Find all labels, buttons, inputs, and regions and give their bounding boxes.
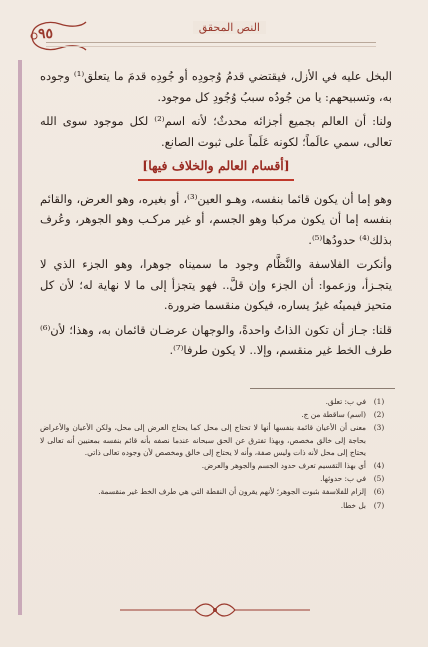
footnote-text: إلزام للفلاسفة بثبوت الجوهر؛ لأنهم يقرون أن النقطة التي هي طرف الخط غير منقسمة. (98, 487, 366, 497)
footnote (40, 486, 392, 498)
footnote-number: (7) (373, 500, 385, 510)
footnote (40, 422, 392, 459)
footnote (40, 460, 392, 472)
section-heading (40, 156, 392, 181)
footnote-number: (1) (373, 397, 385, 406)
footnote (40, 409, 392, 421)
footnote-number: (5) (373, 474, 385, 484)
margin-accent-bar (18, 60, 22, 615)
page-number: ٩٥ (38, 26, 54, 42)
footnote-text: في ب: تعلق. (325, 397, 366, 406)
footnote-number: (2) (373, 410, 385, 420)
footnote-number: (3) (373, 423, 385, 433)
footnote (40, 500, 392, 512)
paragraph: وأنكرت الفلاسفة والنَّظَّام وجود ما سميناه جوهرا، وهو الجزء الذي لا يتجـزأ، وزعموا: أن الجزء وإن قلَّ.. فهو يتجزأ إلى ما لا نهاية له؛ لأن كل متحيز فيمينُه غيرُ يساره، فيكون منقسما ضرورة. (40, 257, 392, 312)
paragraph: ولنا: أن العالم بجميع أجزائه محدثٌ؛ لأنه اسم⁽²⁾ لكل موجود سوى الله تعالى، سمي عالَماً؛ لكونه عَلَماً على ثبوت الصانع. (40, 114, 392, 149)
paragraph: وهو إما أن يكون قائما بنفسه، وهـو العين⁽³⁾، أو بغيره، وهو العرض، والقائم بنفسه إما أن يكون مركبا وهو الجسم، أو غير مركـب وهو الجوهر، وعُرف بذلك⁽⁴⁾ حدودُها⁽⁵⁾. (40, 191, 392, 247)
footnote-text: (اسم) ساقطة من ج. (301, 410, 366, 420)
page-header (26, 16, 406, 56)
footnote-number: (6) (373, 487, 385, 497)
paragraph: قلنا: جـاز أن تكون الذاتُ واحدةً، والوجهان عرضـان قائمان به، وهذا؛ لأن⁽⁶⁾ طرف الخط غير منقسم، وإلا.. لا يكون طرفا⁽⁷⁾. (40, 322, 392, 357)
ornament-swirl-icon (26, 16, 88, 56)
footnote-text: أي بهذا التقسيم تعرف حدود الجسم والجوهر والعرض. (201, 461, 366, 471)
footnote (40, 396, 392, 408)
paragraph: البخل عليه في الأزل، فيقتضي قدمُ وُجودِه أو جُودِه قدمَ ما يتعلق⁽¹⁾ وجوده به، وتسبيحهم: يا من جُودُه سببُ وُجُودِ كل موجود. (40, 69, 392, 104)
running-header-title: النص المحقق (193, 21, 266, 34)
section-title: [أقسام العالم والخلاف فيها] (138, 156, 293, 181)
bottom-ornament-icon (120, 600, 310, 620)
main-text (40, 66, 392, 365)
header-rule (46, 42, 376, 47)
footnotes (40, 396, 392, 513)
footnote-text: بل خطا. (340, 500, 366, 510)
footnote (40, 473, 392, 485)
footnote-separator (250, 388, 395, 389)
footnote-text: في ب: حدوثها. (320, 474, 366, 484)
footnote-number: (4) (373, 461, 385, 471)
page-number-ornament (26, 16, 88, 56)
footnote-text: معنى أن الأعيان قائمة بنفسها أنها لا تحتاج إلى محل كما يحتاج العرض إلى محل، ولكن الأعيان والأعراض بحاجة إلى خالق مخصص، وبهذا تفترق عن الحق سبحانه عندما نصفه بأنه قائم بنفسه بمعنيين أنه تعالى لا يحتاج إلى محل لأنه ذات وليس صفة، وأنه لا يحتاج إلى خالق ومخصص لأن وجوده تعالى ذاتي. (40, 423, 366, 457)
